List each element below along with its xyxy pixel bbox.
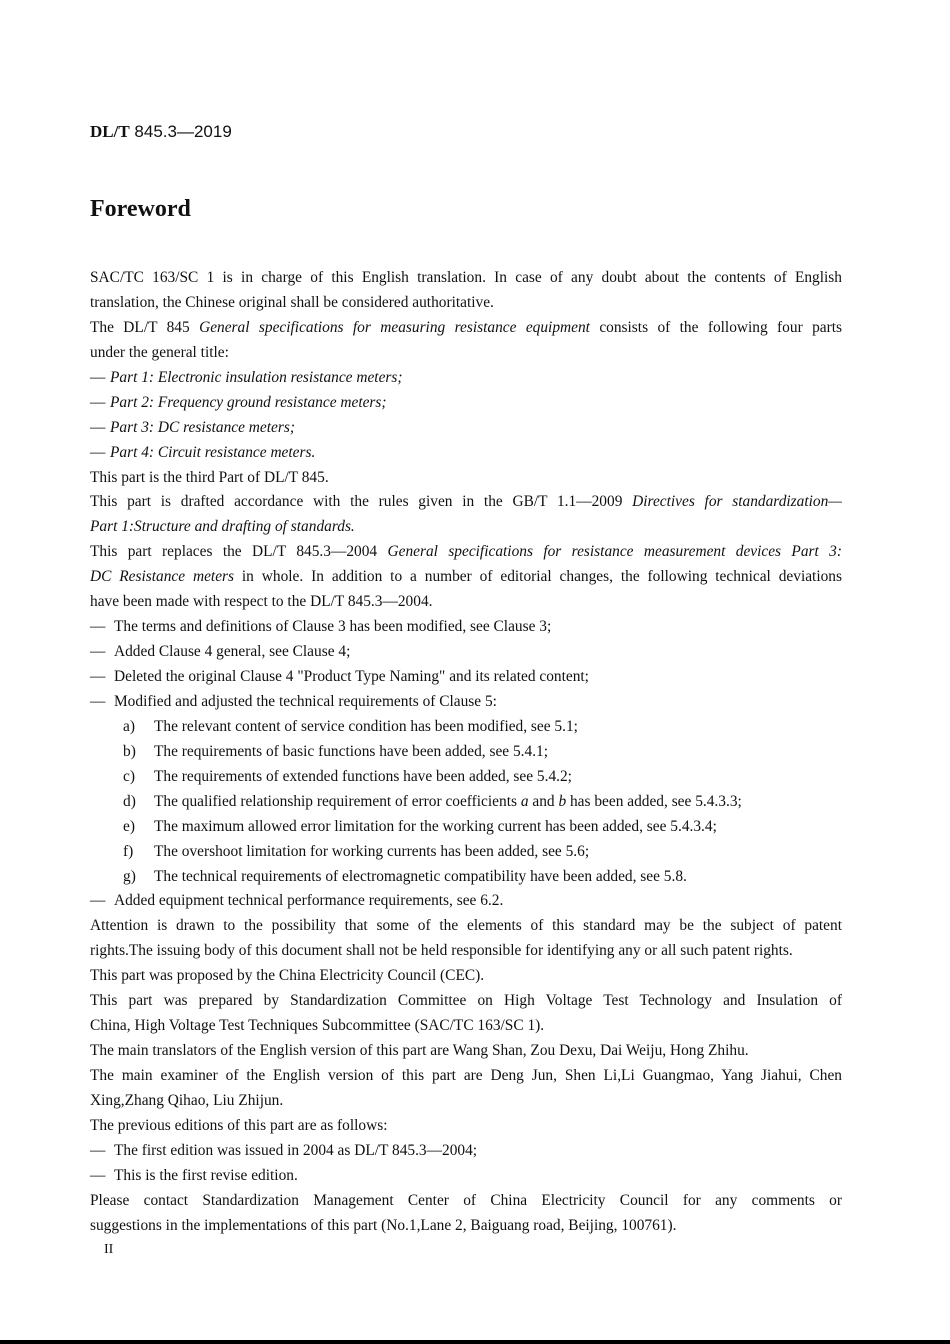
paragraph-line: This part is the third Part of DL/T 845. — [90, 468, 329, 486]
paragraph-line: translation, the Chinese original shall be considered authoritative. — [90, 293, 494, 311]
paragraph-line: This part was proposed by the China Electricity Council (CEC). — [90, 967, 485, 985]
paragraph-line: This part replaces the DL/T 845.3—2004 General specifications for resistance measurement devices Part 3: — [90, 543, 842, 561]
standard-prefix: DL/T — [90, 122, 130, 141]
paragraph-line: Attention is drawn to the possibility that some of the elements of this standard may be the subject of patent — [90, 917, 842, 935]
sub-list-item: g) The technical requirements of electromagnetic compatibility have been added, see 5.8. — [123, 867, 687, 885]
sub-list-item: c) The requirements of extended functions have been added, see 5.4.2; — [123, 767, 572, 785]
sub-list-item: b) The requirements of basic functions have been added, see 5.4.1; — [123, 742, 549, 760]
change-list-item: — The terms and definitions of Clause 3 has been modified, see Clause 3; — [90, 618, 552, 636]
paragraph-line: under the general title: — [90, 343, 229, 361]
bottom-divider — [0, 1340, 950, 1344]
parts-list-item: — Part 4: Circuit resistance meters. — [90, 443, 316, 461]
paragraph-line: Part 1:Structure and drafting of standards. — [90, 518, 355, 536]
paragraph-line: The DL/T 845 General specifications for measuring resistance equipment consists of the following four parts — [90, 318, 842, 336]
paragraph-line: rights.The issuing body of this document shall not be held responsible for identifying any or all such patent rights. — [90, 942, 793, 960]
page-title: Foreword — [90, 196, 191, 222]
paragraph-line: Xing,Zhang Qihao, Liu Zhijun. — [90, 1091, 284, 1109]
paragraph-line: This part was prepared by Standardization Committee on High Voltage Test Technology and Insulation of — [90, 992, 842, 1010]
sub-list-item: d) The qualified relationship requirement of error coefficients a and b has been added, see 5.4.3.3; — [123, 792, 742, 810]
paragraph-line: This part is drafted accordance with the rules given in the GB/T 1.1—2009 Directives for standardization— — [90, 493, 842, 511]
paragraph-line: The main translators of the English version of this part are Wang Shan, Zou Dexu, Dai Weiju, Hong Zhihu. — [90, 1042, 749, 1060]
parts-list-item: — Part 3: DC resistance meters; — [90, 418, 295, 436]
change-list-item: — Added Clause 4 general, see Clause 4; — [90, 643, 351, 661]
paragraph-line: The main examiner of the English version of this part are Deng Jun, Shen Li,Li Guangmao, Yang Jiahui, Chen — [90, 1067, 842, 1084]
sub-list-item: f) The overshoot limitation for working currents has been added, see 5.6; — [123, 842, 590, 860]
paragraph-line: DC Resistance meters in whole. In addition to a number of editorial changes, the following technical deviations — [90, 568, 842, 586]
change-list-item: — Deleted the original Clause 4 "Product Type Naming" and its related content; — [90, 668, 589, 685]
change-list-item: — Modified and adjusted the technical requirements of Clause 5: — [90, 692, 497, 710]
parts-list-item: — Part 1: Electronic insulation resistance meters; — [90, 368, 403, 386]
paragraph-line: suggestions in the implementations of this part (No.1,Lane 2, Baiguang road, Beijing, 100761). — [90, 1216, 677, 1234]
page-number: II — [104, 1242, 114, 1257]
sub-list-item: e) The maximum allowed error limitation for the working current has been added, see 5.4.3.4; — [123, 817, 717, 835]
edition-list-item: — The first edition was issued in 2004 as DL/T 845.3—2004; — [90, 1141, 478, 1159]
foreword-body — [90, 266, 842, 1239]
edition-list-item: — This is the first revise edition. — [90, 1166, 298, 1184]
paragraph-line: have been made with respect to the DL/T 845.3—2004. — [90, 593, 433, 611]
standard-number: 845.3—2019 — [134, 122, 232, 141]
paragraph-line: SAC/TC 163/SC 1 is in charge of this English translation. In case of any doubt about the contents of English — [90, 269, 842, 286]
document-code — [90, 122, 232, 142]
paragraph-line: China, High Voltage Test Techniques Subcommittee (SAC/TC 163/SC 1). — [90, 1017, 545, 1035]
paragraph-line: Please contact Standardization Management Center of China Electricity Council for any comments or — [90, 1191, 842, 1209]
paragraph-line: The previous editions of this part are as follows: — [90, 1116, 388, 1134]
sub-list-item: a) The relevant content of service condition has been modified, see 5.1; — [123, 717, 578, 735]
parts-list-item: — Part 2: Frequency ground resistance meters; — [90, 393, 387, 411]
change-list-item: — Added equipment technical performance requirements, see 6.2. — [90, 892, 504, 910]
